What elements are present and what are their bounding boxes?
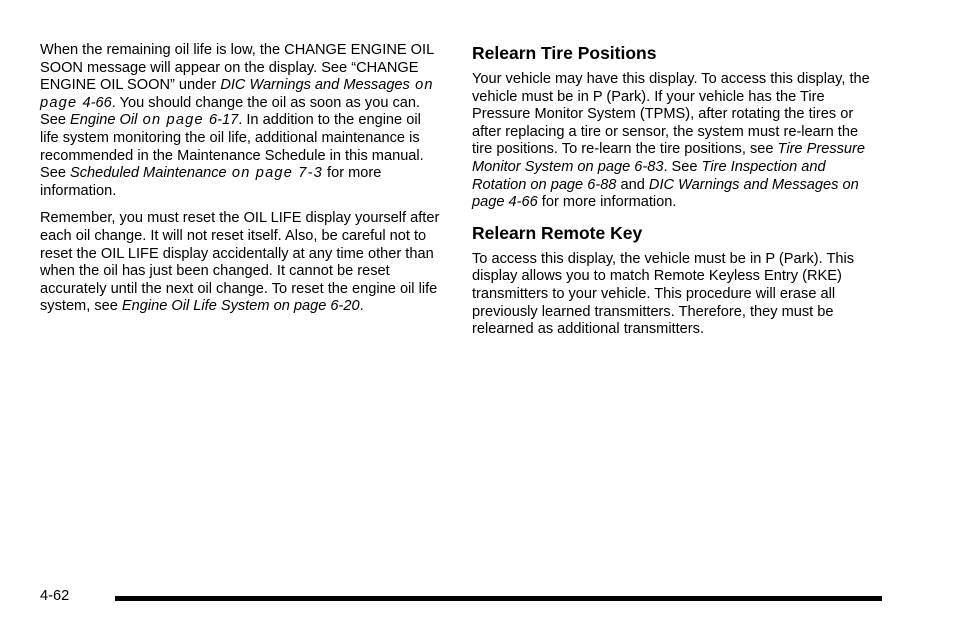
footer-rule	[115, 596, 882, 601]
tire-inspection-reference: Tire Inspection and Rotation on page 6-88	[472, 158, 826, 193]
page-number: 4-62	[40, 588, 70, 604]
reset-oil-life-paragraph: Remember, you must reset the OIL LIFE display yourself after each oil change. It will not reset itself. Also, be careful not to reset the OIL LIFE display accidentally at any time other than when the oil has just been changed. It cannot be reset accurately until the next oil change. To reset the engine oil life system, see Engine Oil Life System on page 6-20.	[40, 210, 440, 315]
dic-warnings-reference: DIC Warnings and Messages on page 4-66	[40, 77, 434, 111]
relearn-tire-positions-paragraph: Your vehicle may have this display. To access this display, the vehicle must be in P (Park). If your vehicle has the Tire Pressure Monitor System (TPMS), after rotating the tires or after replacing a tire or sensor, the system must re-learn the tire positions. To re-learn the tire positions, see Tire Pressure Monitor System on page 6-83. See Tire Inspection and Rotation on page 6-88 and DIC Warnings and Messages on page 4-66 for more information.	[472, 71, 870, 211]
tpms-reference: Tire Pressure Monitor System on page 6-83	[472, 141, 866, 175]
relearn-remote-key-heading: Relearn Remote Key	[472, 222, 643, 243]
scheduled-maintenance-reference: Scheduled Maintenance on page 7-3	[70, 165, 323, 182]
oil-life-low-paragraph: When the remaining oil life is low, the CHANGE ENGINE OIL SOON message will appear on the display. See “CHANGE ENGINE OIL SOON” under DIC Warnings and Messages on page 4-66. You should change the oil as soon as you can. See Engine Oil on page 6-17. In addition to the engine oil life system monitoring the oil life, additional maintenance is recommended in the Maintenance Schedule in this manual. See Scheduled Maintenance on page 7-3 for more information.	[40, 42, 434, 199]
relearn-remote-key-paragraph: To access this display, the vehicle must be in P (Park). This display allows you to match Remote Keyless Entry (RKE) transmitters to your vehicle. This procedure will erase all previously learned transmitters. Therefore, they must be relearned as additional transmitters.	[472, 250, 855, 338]
dic-warnings-reference-2: DIC Warnings and Messages on page 4-66	[472, 176, 859, 211]
engine-oil-life-system-reference: Engine Oil Life System on page 6-20	[121, 298, 360, 315]
relearn-tire-positions-heading: Relearn Tire Positions	[472, 43, 657, 63]
left-column	[40, 42, 442, 326]
engine-oil-reference: Engine Oil on page 6-17	[70, 112, 239, 129]
right-column	[472, 42, 874, 349]
